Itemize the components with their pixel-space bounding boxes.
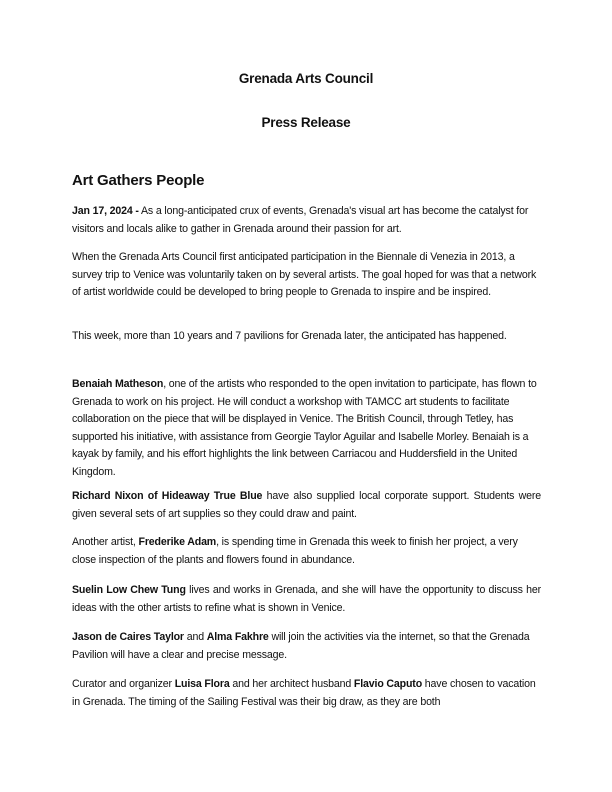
paragraph-remote-artists — [72, 629, 541, 664]
paragraph-benaiah — [72, 376, 541, 482]
frederike-intro: Another artist, — [72, 536, 139, 548]
artist-name: Suelin Low Chew Tung — [72, 584, 186, 596]
curator-intro: Curator and organizer — [72, 678, 175, 690]
sponsor-name: Richard Nixon of Hideaway True Blue — [72, 490, 263, 502]
curator-text: have chosen to vacation in Grenada. The timing of the Sailing Festival was their big draw, as they are both — [72, 678, 536, 708]
this-week-text: This week, more than 10 years and 7 pavilions for Grenada later, the anticipated has happened. — [72, 330, 507, 342]
intro-text: As a long-anticipated crux of events, Grenada's visual art has become the catalyst for visitors and locals alike to gather in Grenada around their passion for art. — [72, 205, 529, 235]
organization-title: Grenada Arts Council — [238, 71, 374, 86]
paragraph-intro — [72, 203, 541, 238]
architect-name: Flavio Caputo — [353, 678, 423, 690]
suelin-text: lives and works in Grenada, and she will have the opportunity to discuss her ideas with the other artists to refine what is shown in Venice. — [72, 584, 542, 614]
conjunction: and — [183, 631, 207, 643]
paragraph-suelin — [72, 582, 541, 617]
history-text: When the Grenada Arts Council first anticipated participation in the Biennale di Venezia in 2013, a survey trip to Venice was voluntarily taken on by several artists. The goal hoped for was that a network of artist worldwide could be developed to bring people to Grenada to inspire and be inspired. — [72, 251, 537, 299]
paragraph-frederike — [72, 534, 541, 569]
artist-name: Benaiah Matheson — [72, 378, 164, 390]
artist-name: Frederike Adam — [138, 536, 217, 548]
dateline: Jan 17, 2024 - — [72, 205, 139, 217]
frederike-text: , is spending time in Grenada this week to finish her project, a very close inspection of the plants and flowers found in abundance. — [72, 536, 518, 566]
artist-name: Jason de Caires Taylor — [72, 631, 184, 643]
paragraph-this-week — [72, 328, 541, 346]
curator-name: Luisa Flora — [174, 678, 230, 690]
benaiah-text: , one of the artists who responded to the open invitation to participate, has flown to Grenada to work on his project. He will conduct a workshop with TAMCC art students to facilitate collaboration on the piece that will be displayed in Venice. The British Council, through Tetley, has supported his initiative, with assistance from Georgie Taylor Aguilar and Isabelle Morley. Benaiah is a kayak by family, and his effort highlights the link between Carriacou and Huddersfield in the United Kingdom. — [72, 378, 537, 478]
paragraph-sponsor — [72, 488, 541, 523]
remote-text: will join the activities via the internet, so that the Grenada Pavilion will have a clear and precise message. — [72, 631, 530, 661]
paragraph-curator — [72, 676, 541, 711]
paragraph-history — [72, 249, 541, 302]
headline: Art Gathers People — [72, 172, 205, 189]
curator-mid: and her architect husband — [229, 678, 354, 690]
document-type-title: Press Release — [261, 115, 351, 130]
artist-name: Alma Fakhre — [206, 631, 269, 643]
sponsor-text: have also supplied local corporate support. Students were given several sets of art supplies so they could draw and paint. — [72, 490, 541, 520]
